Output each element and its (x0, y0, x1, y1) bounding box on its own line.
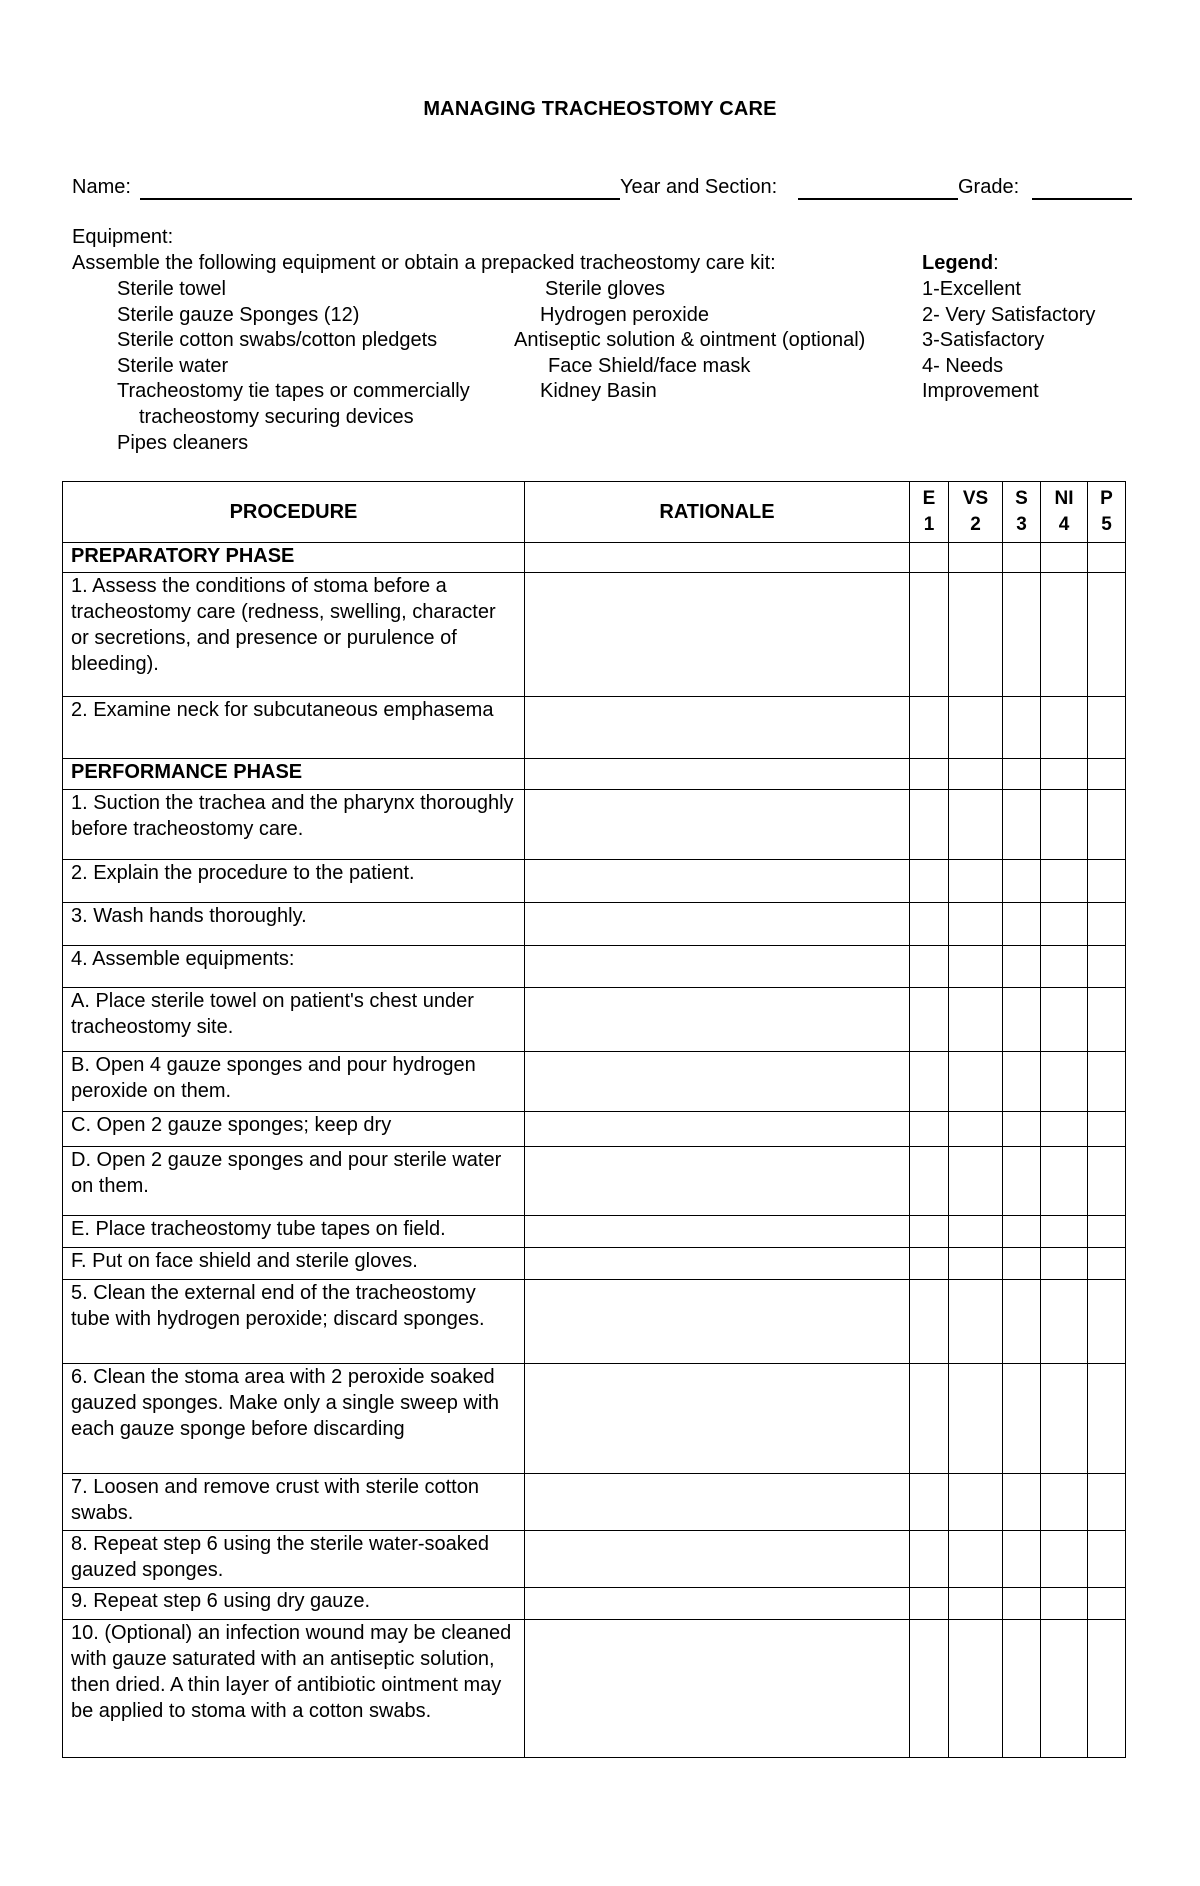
score-cell[interactable] (1088, 988, 1126, 1052)
phase-label: PERFORMANCE PHASE (63, 759, 525, 790)
score-cell[interactable] (1088, 573, 1126, 697)
name-label: Name: (72, 176, 131, 198)
procedure-step: 8. Repeat step 6 using the sterile water-soaked gauzed sponges. (63, 1531, 525, 1588)
procedure-step: 4. Assemble equipments: (63, 946, 525, 988)
table-row (63, 988, 1126, 1052)
score-header-poor (1088, 482, 1126, 543)
rationale-cell[interactable] (525, 790, 910, 860)
score-cell[interactable] (1003, 759, 1041, 790)
score-cell[interactable] (910, 1531, 949, 1588)
score-cell[interactable] (949, 860, 1003, 903)
rationale-cell[interactable] (525, 1147, 910, 1216)
table-row (63, 1052, 1126, 1112)
rationale-cell[interactable] (525, 1112, 910, 1147)
score-cell[interactable] (1088, 543, 1126, 573)
score-cell[interactable] (1041, 573, 1088, 697)
table-row (63, 1147, 1126, 1216)
score-cell[interactable] (1041, 1280, 1088, 1364)
table-row (63, 946, 1126, 988)
equipment-item: Sterile water (117, 355, 229, 377)
rationale-cell[interactable] (525, 1620, 910, 1758)
score-cell[interactable] (910, 1280, 949, 1364)
score-cell[interactable] (1041, 988, 1088, 1052)
score-cell[interactable] (1041, 1588, 1088, 1620)
phase-row (63, 759, 1126, 790)
legend-item: 3-Satisfactory (922, 329, 1045, 351)
score-cell[interactable] (910, 1364, 949, 1474)
score-cell[interactable] (1003, 903, 1041, 946)
grade-label: Grade: (958, 176, 1020, 198)
procedure-step: 5. Clean the external end of the tracheostomy tube with hydrogen peroxide; discard sponges. (63, 1280, 525, 1364)
rationale-cell[interactable] (525, 697, 910, 759)
procedure-step: 3. Wash hands thoroughly. (63, 903, 525, 946)
legend-item: 1-Excellent (922, 278, 1021, 300)
score-num: 4 (1058, 514, 1070, 535)
score-cell[interactable] (1088, 1280, 1126, 1364)
equipment-intro: Assemble the following equipment or obtain a prepacked tracheostomy care kit: (72, 252, 776, 274)
score-cell[interactable] (949, 543, 1003, 573)
table-row (63, 1620, 1126, 1758)
score-cell[interactable] (1003, 1280, 1041, 1364)
equipment-item: Kidney Basin (540, 380, 657, 402)
score-cell[interactable] (949, 759, 1003, 790)
equipment-item: Hydrogen peroxide (540, 304, 709, 326)
score-cell[interactable] (1003, 790, 1041, 860)
table-row (63, 1364, 1126, 1474)
score-cell[interactable] (910, 860, 949, 903)
score-cell[interactable] (949, 1620, 1003, 1758)
score-cell[interactable] (949, 1474, 1003, 1531)
score-cell[interactable] (949, 790, 1003, 860)
rationale-cell[interactable] (525, 1052, 910, 1112)
score-cell[interactable] (1003, 1216, 1041, 1248)
procedure-step: 6. Clean the stoma area with 2 peroxide soaked gauzed sponges. Make only a single sweep with each gauze sponge before discarding (63, 1364, 525, 1474)
score-abbr: NI (1054, 488, 1074, 509)
score-num: 1 (923, 514, 935, 535)
score-cell[interactable] (949, 573, 1003, 697)
score-cell[interactable] (1003, 1620, 1041, 1758)
score-cell[interactable] (1088, 1474, 1126, 1531)
score-cell[interactable] (1041, 759, 1088, 790)
score-cell[interactable] (949, 1248, 1003, 1280)
score-cell[interactable] (1088, 697, 1126, 759)
rationale-header: RATIONALE (525, 482, 910, 543)
score-cell[interactable] (910, 1216, 949, 1248)
score-abbr: S (1015, 488, 1028, 509)
score-cell[interactable] (1088, 946, 1126, 988)
legend-heading (922, 251, 999, 276)
equipment-item: Sterile towel (117, 278, 226, 300)
procedure-step: 2. Examine neck for subcutaneous emphasema (63, 697, 525, 759)
procedure-substep: F. Put on face shield and sterile gloves. (63, 1248, 525, 1280)
score-cell[interactable] (949, 946, 1003, 988)
score-cell[interactable] (949, 1112, 1003, 1147)
procedure-substep: A. Place sterile towel on patient's chest under tracheostomy site. (63, 988, 525, 1052)
score-cell[interactable] (1003, 1588, 1041, 1620)
score-cell[interactable] (1088, 1588, 1126, 1620)
score-cell[interactable] (1041, 1474, 1088, 1531)
score-cell[interactable] (910, 946, 949, 988)
score-cell[interactable] (1088, 1112, 1126, 1147)
year-section-field[interactable] (798, 198, 958, 200)
table-row (63, 790, 1126, 860)
score-cell[interactable] (1003, 573, 1041, 697)
procedure-substep: C. Open 2 gauze sponges; keep dry (63, 1112, 525, 1147)
score-cell[interactable] (910, 988, 949, 1052)
rationale-cell[interactable] (525, 759, 910, 790)
score-cell[interactable] (1041, 1620, 1088, 1758)
score-cell[interactable] (1003, 860, 1041, 903)
score-cell[interactable] (1088, 1531, 1126, 1588)
score-cell[interactable] (910, 697, 949, 759)
score-cell[interactable] (949, 1216, 1003, 1248)
procedure-step: 1. Suction the trachea and the pharynx thoroughly before tracheostomy care. (63, 790, 525, 860)
score-cell[interactable] (910, 1474, 949, 1531)
rationale-cell[interactable] (525, 1474, 910, 1531)
score-cell[interactable] (1003, 1474, 1041, 1531)
score-cell[interactable] (1003, 946, 1041, 988)
score-cell[interactable] (1088, 1147, 1126, 1216)
score-cell[interactable] (949, 1588, 1003, 1620)
procedure-step: 1. Assess the conditions of stoma before a tracheostomy care (redness, swelling, character or secretions, and presence or purulence of bleeding). (63, 573, 525, 697)
equipment-item: Tracheostomy tie tapes or commercially (117, 380, 470, 402)
legend-colon: : (993, 252, 999, 274)
score-cell[interactable] (1003, 988, 1041, 1052)
score-cell[interactable] (1088, 790, 1126, 860)
table-row (63, 903, 1126, 946)
equipment-item: Face Shield/face mask (548, 355, 751, 377)
score-cell[interactable] (910, 1147, 949, 1216)
rubric-table (62, 481, 1126, 1758)
table-row (63, 1248, 1126, 1280)
score-cell[interactable] (949, 1280, 1003, 1364)
score-cell[interactable] (910, 1588, 949, 1620)
rationale-cell[interactable] (525, 573, 910, 697)
rationale-cell[interactable] (525, 946, 910, 988)
score-cell[interactable] (1041, 1147, 1088, 1216)
score-cell[interactable] (1041, 1248, 1088, 1280)
table-row (63, 1216, 1126, 1248)
year-section-label: Year and Section: (620, 176, 778, 198)
phase-label: PREPARATORY PHASE (63, 543, 525, 573)
equipment-item: Sterile cotton swabs/cotton pledgets (117, 329, 438, 351)
score-cell[interactable] (1003, 1248, 1041, 1280)
equipment-item: Sterile gauze Sponges (12) (117, 304, 360, 326)
table-row (63, 1280, 1126, 1364)
equipment-heading: Equipment: (72, 226, 174, 248)
score-cell[interactable] (1041, 1531, 1088, 1588)
score-cell[interactable] (910, 573, 949, 697)
score-cell[interactable] (1041, 1216, 1088, 1248)
rationale-cell[interactable] (525, 860, 910, 903)
score-cell[interactable] (910, 1620, 949, 1758)
equipment-item: Sterile gloves (545, 278, 666, 300)
score-cell[interactable] (910, 1248, 949, 1280)
rationale-cell[interactable] (525, 1248, 910, 1280)
procedure-step: 10. (Optional) an infection wound may be cleaned with gauze saturated with an antiseptic solution, then dried. A thin layer of antibiotic ointment may be applied to stoma with a cotton swabs. (63, 1620, 525, 1758)
rationale-cell[interactable] (525, 1531, 910, 1588)
phase-row (63, 543, 1126, 573)
score-cell[interactable] (1003, 1364, 1041, 1474)
score-cell[interactable] (1003, 1112, 1041, 1147)
score-cell[interactable] (910, 1052, 949, 1112)
procedure-step: 9. Repeat step 6 using dry gauze. (63, 1588, 525, 1620)
score-cell[interactable] (1041, 790, 1088, 860)
score-num: 5 (1101, 514, 1112, 535)
score-num: 3 (1016, 514, 1027, 535)
score-cell[interactable] (949, 1147, 1003, 1216)
score-header-needs-improvement (1041, 482, 1088, 543)
grade-field[interactable] (1032, 198, 1132, 200)
page-title: MANAGING TRACHEOSTOMY CARE (423, 98, 777, 120)
score-cell[interactable] (910, 903, 949, 946)
procedure-substep: B. Open 4 gauze sponges and pour hydrogen peroxide on them. (63, 1052, 525, 1112)
equipment-item: Pipes cleaners (117, 432, 249, 454)
score-num: 2 (970, 514, 981, 535)
score-cell[interactable] (1041, 1052, 1088, 1112)
score-cell[interactable] (1088, 1364, 1126, 1474)
table-row (63, 1531, 1126, 1588)
legend-item: 4- Needs (922, 355, 1004, 377)
table-row (63, 697, 1126, 759)
score-cell[interactable] (1088, 1052, 1126, 1112)
rationale-cell[interactable] (525, 903, 910, 946)
score-header-satisfactory (1003, 482, 1041, 543)
score-cell[interactable] (1003, 1147, 1041, 1216)
score-cell[interactable] (949, 1531, 1003, 1588)
score-abbr: P (1100, 488, 1113, 509)
score-header-very-satisfactory (949, 482, 1003, 543)
procedure-substep: E. Place tracheostomy tube tapes on field. (63, 1216, 525, 1248)
rationale-cell[interactable] (525, 1280, 910, 1364)
procedure-step: 2. Explain the procedure to the patient. (63, 860, 525, 903)
legend-item: 2- Very Satisfactory (922, 304, 1096, 326)
score-cell[interactable] (949, 1052, 1003, 1112)
score-cell[interactable] (1003, 697, 1041, 759)
score-cell[interactable] (1041, 543, 1088, 573)
score-cell[interactable] (949, 697, 1003, 759)
table-row (63, 1588, 1126, 1620)
score-abbr: E (922, 488, 936, 509)
procedure-substep: D. Open 2 gauze sponges and pour sterile water on them. (63, 1147, 525, 1216)
score-cell[interactable] (910, 790, 949, 860)
score-cell[interactable] (1041, 946, 1088, 988)
table-header-row (63, 482, 1126, 543)
table-row (63, 573, 1126, 697)
score-cell[interactable] (910, 1112, 949, 1147)
score-cell[interactable] (949, 988, 1003, 1052)
score-header-excellent (910, 482, 949, 543)
score-cell[interactable] (1003, 543, 1041, 573)
score-cell[interactable] (1041, 1112, 1088, 1147)
table-row (63, 860, 1126, 903)
name-field[interactable] (140, 198, 620, 200)
score-cell[interactable] (1088, 1248, 1126, 1280)
equipment-item: tracheostomy securing devices (139, 406, 414, 428)
score-cell[interactable] (1041, 860, 1088, 903)
score-cell[interactable] (1088, 759, 1126, 790)
score-cell[interactable] (1041, 697, 1088, 759)
score-cell[interactable] (1041, 903, 1088, 946)
rationale-cell[interactable] (525, 1588, 910, 1620)
rationale-cell[interactable] (525, 1364, 910, 1474)
procedure-step: 7. Loosen and remove crust with sterile cotton swabs. (63, 1474, 525, 1531)
score-cell[interactable] (1003, 1531, 1041, 1588)
score-cell[interactable] (1003, 1052, 1041, 1112)
score-cell[interactable] (949, 903, 1003, 946)
score-cell[interactable] (1088, 860, 1126, 903)
equipment-item: Antiseptic solution & ointment (optional) (514, 329, 866, 351)
score-abbr: VS (962, 488, 989, 509)
score-cell[interactable] (1088, 903, 1126, 946)
rationale-cell[interactable] (525, 988, 910, 1052)
score-cell[interactable] (1088, 1620, 1126, 1758)
legend-item: Improvement (922, 380, 1039, 402)
table-row (63, 1474, 1126, 1531)
score-cell[interactable] (949, 1364, 1003, 1474)
procedure-header: PROCEDURE (63, 482, 525, 543)
table-row (63, 1112, 1126, 1147)
student-info-line (72, 176, 1132, 204)
score-cell[interactable] (910, 759, 949, 790)
rationale-cell[interactable] (525, 543, 910, 573)
legend-label: Legend (922, 252, 994, 274)
rationale-cell[interactable] (525, 1216, 910, 1248)
score-cell[interactable] (1041, 1364, 1088, 1474)
score-cell[interactable] (1088, 1216, 1126, 1248)
score-cell[interactable] (910, 543, 949, 573)
